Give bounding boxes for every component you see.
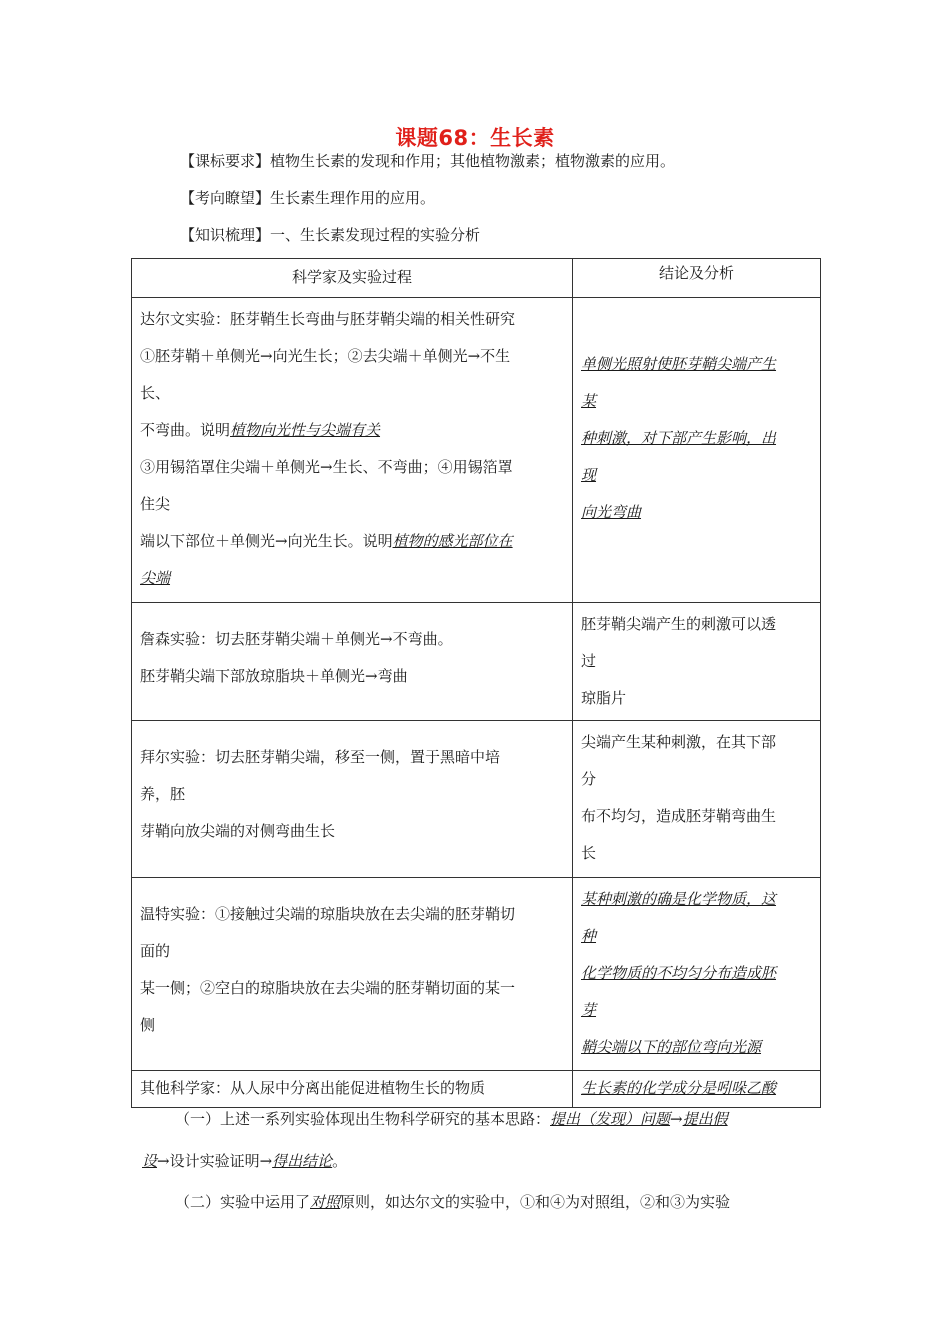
exam-outlook [180, 187, 435, 209]
table-row-jensen [132, 603, 821, 721]
exam-outlook-text: 生长素生理作用的应用。 [270, 189, 436, 207]
went-line-3: 某一侧；②空白的琼脂块放在去尖端的胚芽鞘切面的某一 [140, 979, 516, 997]
jensen-conclusion-line-1: 胚芽鞘尖端产生的刺激可以透 [581, 615, 777, 633]
darwin-line-1: 达尔文实验：胚芽鞘生长弯曲与胚芽鞘尖端的相关性研究 [140, 310, 516, 328]
darwin-conclusion-line-4: 现 [581, 466, 597, 484]
paragraph-research-approach [142, 1098, 817, 1182]
table-row-paal [132, 721, 821, 878]
other-line-1: 其他科学家：从人尿中分离出能促进植物生长的物质 [140, 1079, 486, 1097]
darwin-line-3: 长、 [140, 384, 171, 402]
jensen-conclusion-line-3: 琼脂片 [581, 689, 627, 707]
went-line-1: 温特实验：①接触过尖端的琼脂块放在去尖端的胚芽鞘切 [140, 905, 516, 923]
darwin-process-cell [132, 298, 573, 603]
went-line-4: 侧 [140, 1016, 156, 1034]
para1-text-c: 。 [332, 1152, 348, 1170]
went-conclusion-cell [573, 878, 821, 1071]
darwin-answer-2: 植物的感光部位在 [392, 532, 513, 550]
paal-process-cell [132, 721, 573, 878]
paal-line-2: 养，胚 [140, 785, 186, 803]
curriculum-text: 植物生长素的发现和作用；其他植物激素；植物激素的应用。 [270, 152, 676, 170]
darwin-line-6: 住尖 [140, 495, 171, 513]
para1-line-2 [142, 1140, 817, 1182]
table-header-row [132, 259, 821, 298]
para1-line-1 [142, 1098, 817, 1140]
knowledge-review [180, 224, 480, 246]
darwin-conclusion-line-1: 单侧光照射使胚芽鞘尖端产生 [581, 355, 777, 373]
darwin-conclusion-line-2: 某 [581, 392, 597, 410]
paal-conclusion-line-4: 长 [581, 844, 597, 862]
paal-conclusion-cell [573, 721, 821, 878]
knowledge-review-label: 【知识梳理】 [180, 226, 271, 244]
experiment-table [131, 258, 821, 1108]
darwin-line-5: ③用锡箔罩住尖端＋单侧光→生长、不弯曲；④用锡箔罩 [140, 458, 513, 476]
para1-text-a: （一）上述一系列实验体现出生物科学研究的基本思路： [175, 1110, 551, 1128]
went-conclusion-line-3: 化学物质的不均匀分布造成胚 [581, 964, 777, 982]
darwin-answer-2-cont: 尖端 [140, 569, 171, 587]
para2-answer-1: 对照 [310, 1193, 341, 1211]
paal-conclusion-line-3: 布不均匀，造成胚芽鞘弯曲生 [581, 807, 777, 825]
paal-conclusion-line-1: 尖端产生某种刺激，在其下部 [581, 733, 777, 751]
para1-text-b: →设计实验证明→ [157, 1152, 273, 1170]
table-row-went [132, 878, 821, 1071]
header-cell-conclusion: 结论及分析 [573, 259, 821, 298]
para2-text-b: 原则，如达尔文的实验中，①和④为对照组，②和③为实验 [340, 1193, 731, 1211]
darwin-line-7 [140, 523, 564, 560]
jensen-conclusion-line-2: 过 [581, 652, 597, 670]
curriculum-label: 【课标要求】 [180, 152, 271, 170]
table-row-darwin [132, 298, 821, 603]
header-cell-process: 科学家及实验过程 [132, 259, 573, 298]
darwin-line-4 [140, 412, 564, 449]
jensen-line-1: 詹森实验：切去胚芽鞘尖端＋单侧光→不弯曲。 [140, 630, 453, 648]
darwin-answer-1: 植物向光性与尖端有关 [230, 421, 381, 439]
paragraph-control-principle [142, 1181, 817, 1223]
paal-line-1: 拜尔实验：切去胚芽鞘尖端，移至一侧，置于黑暗中培 [140, 748, 501, 766]
darwin-conclusion-line-3: 种刺激，对下部产生影响，出 [581, 429, 777, 447]
went-conclusion-line-2: 种 [581, 927, 597, 945]
went-conclusion-line-1: 某种刺激的确是化学物质，这 [581, 890, 777, 908]
para1-answer-2-cont: 设 [142, 1152, 158, 1170]
darwin-line-4-text: 不弯曲。说明 [140, 421, 231, 439]
para1-answer-2: 提出假 [682, 1110, 728, 1128]
jensen-process-cell [132, 603, 573, 721]
darwin-line-7-text: 端以下部位＋单侧光→向光生长。说明 [140, 532, 393, 550]
darwin-conclusion-line-5: 向光弯曲 [581, 503, 642, 521]
jensen-line-2: 胚芽鞘尖端下部放琼脂块＋单侧光→弯曲 [140, 667, 408, 685]
knowledge-review-text: 一、生长素发现过程的实验分析 [270, 226, 481, 244]
jensen-conclusion-cell [573, 603, 821, 721]
went-conclusion-line-5: 鞘尖端以下的部位弯向光源 [581, 1038, 762, 1056]
para1-answer-3: 得出结论 [272, 1152, 333, 1170]
curriculum-requirement [180, 150, 675, 172]
went-process-cell [132, 878, 573, 1071]
darwin-conclusion-cell [573, 298, 821, 603]
paal-conclusion-line-2: 分 [581, 770, 597, 788]
para1-arrow: → [670, 1110, 683, 1128]
para2-text-a: （二）实验中运用了 [175, 1193, 311, 1211]
page-title: 课题68：生长素 [395, 126, 555, 150]
para1-answer-1: 提出（发现）问题 [550, 1110, 671, 1128]
darwin-line-2: ①胚芽鞘＋单侧光→向光生长；②去尖端＋单侧光→不生 [140, 347, 511, 365]
other-conclusion-line-1: 生长素的化学成分是吲哚乙酸 [581, 1079, 777, 1097]
went-conclusion-line-4: 芽 [581, 1001, 597, 1019]
paal-line-3: 芽鞘向放尖端的对侧弯曲生长 [140, 822, 336, 840]
exam-outlook-label: 【考向瞭望】 [180, 189, 271, 207]
para2-line-1 [142, 1181, 817, 1223]
went-line-2: 面的 [140, 942, 171, 960]
